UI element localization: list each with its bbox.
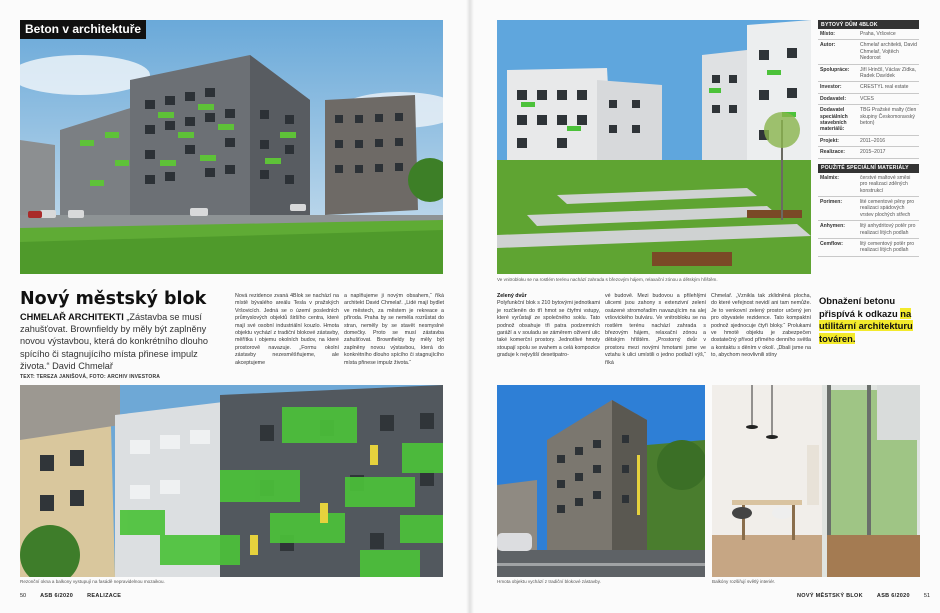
fact-row bbox=[818, 136, 919, 147]
text-column-4: vé budově. Mezi budovou a přilehlými ulicemi jsou zahony s extenzivní zelení osázené stromořadím navazujícím na alej vršovického bulváru. Ve vnitrobloku se na rostlém terénu nachází zahrada s březovým hájem, relaxační zónou a dětským hřištěm. „Prostorný dvůr v prostoru mezi novými hmotami jsme ve vztahu k ulici umístili o jedno podlaží výš,“ říká bbox=[605, 293, 706, 366]
folio-section: REALIZACE bbox=[87, 593, 122, 599]
article-lede bbox=[20, 311, 225, 372]
caption-tower: Hmota objektu vychází z tradiční blokové zástavby. bbox=[497, 579, 601, 584]
fact-label: Spolupráce: bbox=[820, 66, 850, 73]
fact-row bbox=[818, 40, 919, 64]
fact-box-rows bbox=[818, 29, 919, 159]
fact-row bbox=[818, 82, 919, 93]
subhead-green-yard: Zelený dvůr bbox=[497, 293, 527, 299]
folio-left bbox=[20, 593, 121, 599]
section-tag: Beton v architektuře bbox=[20, 20, 146, 39]
photo-tower-street bbox=[497, 385, 705, 577]
fact-label: Cemflow: bbox=[820, 240, 843, 247]
photo-interior-balcony bbox=[712, 385, 920, 577]
fact-value: litý anhydritový potěr pro realizaci litých podlah bbox=[860, 223, 916, 236]
text-column-1: Nová rezidence zvaná 4Blok se nachází na místě bývalého areálu Tesla v pražských Vršovicích. Jedná se o území posledních průmyslových objektů širšího centra, které mají své osobní industriální kouzlo. Hmota objektu vychází z tradiční blokové zástavby, měřítka i objemu okolních budov, na které prostorově navazuje. „Formu okolní zástavby nezesměšňujeme, ale akceptujeme bbox=[235, 293, 339, 366]
text-column-3-body: Polyfunkční blok s 210 bytovými jednotkami je rozčleněn do tří hmot se čtyřmi vstupy, které vyrůstají ze společného soklu. Tato podnož obsahuje tři patra podzemních garáží a v souladu se záměrem oživení ulic také komerční prostory. Jednotlivé hmoty stoupají spolu se svahem a celá kompozice graduje k nejvyšší desetipatro- bbox=[497, 300, 600, 359]
text-column-3 bbox=[497, 293, 600, 360]
fact-box-materials-rows bbox=[818, 173, 919, 257]
fact-row bbox=[818, 29, 919, 40]
article-credit: TEXT: TEREZA JANIŠOVÁ, FOTO: ARCHIV INVESTORA bbox=[20, 374, 161, 380]
fact-row bbox=[818, 105, 919, 136]
fact-row bbox=[818, 197, 919, 221]
magazine-issue-right: ASB 6/2020 bbox=[876, 593, 910, 599]
folio-title: NOVÝ MĚSTSKÝ BLOK bbox=[797, 593, 863, 599]
text-column-5: Chmelař. „Vznikla tak zklidněná plocha, do které veřejnost nevidí ani tam nemůže. Je to venkovní zelený prostor určený jen pro obyvatele rezidence. Tato kompaktní podnož sjednocuje čtyři bloky.“ Prolukami ve hmotě objektu je zabezpečen dostatečný přívod přímého denního světla a kontaktu s děním v okolí. „Dbali jsme na to, abychom neovlivnili stíny bbox=[711, 293, 811, 359]
page-gutter bbox=[466, 0, 474, 613]
fact-label: Dodavatel speciálních stavebních materiálů: bbox=[820, 107, 848, 133]
lede-text: „Zástavba se musí zahušťovat. Brownfieldy by měly být zaplněny novou výstavbou, která do konkrétního dlouho spícího či stagnujícího místa přinese impulz života.“ David Chmelař bbox=[20, 312, 208, 371]
fact-label: Autor: bbox=[820, 42, 836, 49]
caption-courtyard: Ve vnitrobloku se na rostlém terénu nachází zahrada s březovým hájem, relaxační zónou a dětským hřištěm. bbox=[497, 277, 718, 282]
text-column-2: a naplňujeme ji novým obsahem,“ říká architekt David Chmelař. „Lidé mají bydlet ve městech, za městem je rekreace a příroda. Praha by se neměla rozrůstat do stran, neměly by se stavět nesmyslné domečky. Proto se musí zástavba zahušťovat. Brownfieldy by měly být zaplněny novou výstavbou, která do konkrétního dlouho spícího či stagnujícího místa přinese impulz života.“ bbox=[344, 293, 444, 366]
fact-row bbox=[818, 221, 919, 239]
fact-value: 2015–2017 bbox=[860, 149, 886, 156]
fact-label: Malmix: bbox=[820, 174, 839, 181]
pull-quote bbox=[819, 295, 920, 345]
fact-label: Porimen: bbox=[820, 198, 843, 205]
page-number-right: 51 bbox=[923, 593, 931, 599]
photo-facade-balconies bbox=[20, 385, 443, 577]
photo-courtyard-garden bbox=[497, 20, 811, 274]
fact-value: CRESTYL real estate bbox=[860, 84, 909, 91]
lede-author: CHMELAŘ ARCHITEKTI bbox=[20, 312, 124, 322]
project-fact-box bbox=[818, 20, 919, 257]
pull-quote-text: Obnažení betonu přispívá k odkazu bbox=[819, 295, 898, 319]
fact-row bbox=[818, 173, 919, 197]
photo-building-exterior bbox=[20, 20, 443, 274]
folio-right bbox=[797, 593, 930, 599]
caption-interior: Balkóny rozšiřují světlý interiér. bbox=[712, 579, 776, 584]
fact-label: Dodavatel: bbox=[820, 95, 847, 102]
fact-label: Místo: bbox=[820, 31, 835, 37]
fact-value: 2011–2016 bbox=[860, 137, 886, 144]
fact-value: Praha, Vršovice bbox=[860, 31, 896, 37]
caption-facade: Rezonční okna a balkony vystupují na fasádě nepravidelnou mozaikou. bbox=[20, 579, 165, 584]
fact-label: Investor: bbox=[820, 84, 842, 91]
fact-row bbox=[818, 65, 919, 83]
fact-value: čerstvé maltové směsi pro realizaci zděných konstrukcí bbox=[860, 174, 911, 194]
fact-value: Chmelař architekti, David Chmelař, Vojtěch Nedorost bbox=[860, 42, 917, 62]
fact-label: Projekt: bbox=[820, 137, 839, 144]
article-headline: Nový městský blok bbox=[20, 289, 207, 309]
magazine-issue-left: ASB 6/2020 bbox=[40, 593, 74, 599]
fact-row bbox=[818, 94, 919, 105]
fact-value: lité cementové pěny pro realizaci spádových vrstev plochých střech bbox=[860, 198, 915, 218]
fact-value: TBG Pražské malty (člen skupiny Českomoravský beton) bbox=[860, 107, 917, 127]
fact-box-materials-title: POUŽITÉ SPECIÁLNÍ MATERIÁLY bbox=[818, 164, 919, 173]
pull-quote-highlight: na utilitární architekturu továren. bbox=[819, 307, 913, 344]
fact-value: litý cementový potěr pro realizaci litých podlah bbox=[860, 240, 915, 254]
fact-value: VCES bbox=[860, 95, 874, 102]
fact-label: Anhymen: bbox=[820, 223, 845, 230]
fact-value: Jiří Hrinčil, Václav Zídka, Radek Davídek bbox=[860, 66, 917, 80]
fact-box-title: BYTOVÝ DŮM 4BLOK bbox=[818, 20, 919, 29]
fact-row bbox=[818, 147, 919, 158]
fact-row bbox=[818, 239, 919, 257]
fact-label: Realizace: bbox=[820, 149, 845, 156]
page-number-left: 50 bbox=[20, 593, 27, 599]
